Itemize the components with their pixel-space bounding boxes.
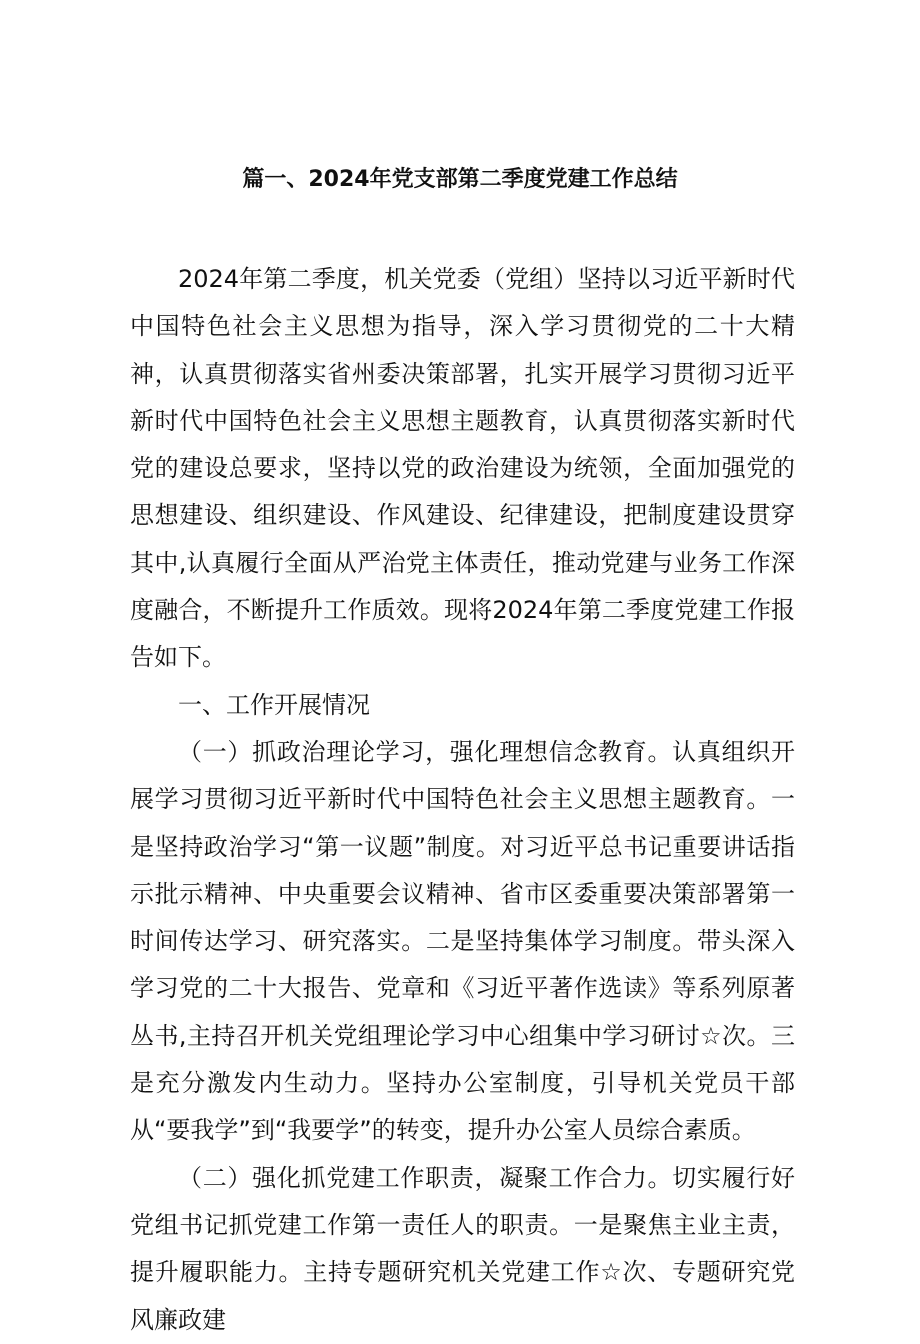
section-heading: 一、工作开展情况	[178, 690, 370, 719]
intro-paragraph: 2024年第二季度，机关党委（党组）坚持以习近平新时代中国特色社会主义思想为指导，深入学习贯彻党的二十大精神，认真贯彻落实省州委决策部署，扎实开展学习贯彻习近平新时代中国特色社会主义思想主题教育，认真贯彻落实新时代党的建设总要求，坚持以党的政治建设为统领，全面加强党的思想建设、组织建设、作风建设、纪律建设，把制度建设贯穿其中,认真履行全面从严治党主体责任，推动党建与业务工作深度融合，不断提升工作质效。现将2024年第二季度党建工作报告如下。	[130, 265, 795, 672]
document-body	[130, 256, 795, 1344]
subsection-paragraph-1: （一）抓政治理论学习，强化理想信念教育。认真组织开展学习贯彻习近平新时代中国特色社会主义思想主题教育。一是坚持政治学习“第一议题”制度。对习近平总书记重要讲话指示批示精神、中央重要会议精神、省市区委重要决策部署第一时间传达学习、研究落实。二是坚持集体学习制度。带头深入学习党的二十大报告、党章和《习近平著作选读》等系列原著丛书,主持召开机关党组理论学习中心组集中学习研讨☆次。三是充分激发内生动力。坚持办公室制度，引导机关党员干部从“要我学”到“我要学”的转变，提升办公室人员综合素质。	[130, 737, 795, 1145]
document-title: 篇一、2024年党支部第二季度党建工作总结	[242, 167, 678, 192]
subsection-paragraph-2: （二）强化抓党建工作职责，凝聚工作合力。切实履行好党组书记抓党建工作第一责任人的职责。一是聚焦主业主责，提升履职能力。主持专题研究机关党建工作☆次、专题研究党风廉政建	[130, 1163, 795, 1334]
